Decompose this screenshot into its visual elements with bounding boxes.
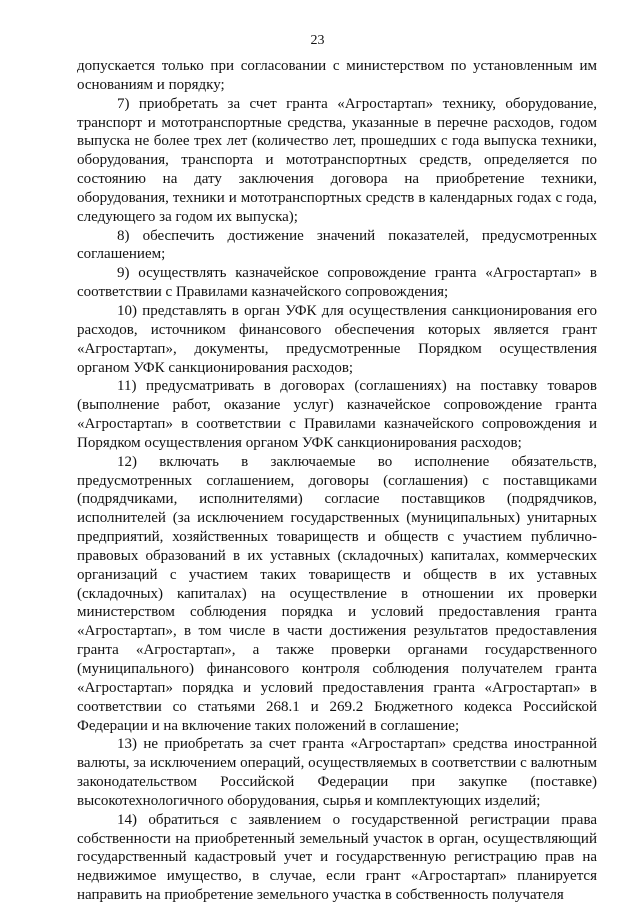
paragraph-item-12: 12) включать в заключаемые во исполнение обязательств, предусмотренных соглашением, договоры (соглашения) с поставщиками (подрядчиками, исполнителями) согласие поставщиков (подрядчиков, исполнителей (за исключением государственных (муниципальных) унитарных предприятий, хозяйственных товариществ и обществ с участием публично-правовых образований в их уставных (складочных) капиталах, коммерческих организаций с участием таких товариществ и обществ в их уставных (складочных) капиталах) на осуществление в отношении их проверки министерством соблюдения порядка и условий предоставления гранта «Агростартап», в том числе в части достижения результатов предоставления гранта «Агростартап», а также проверки органами государственного (муниципального) финансового контроля соблюдения получателем гранта «Агростартап» порядка и условий предоставления гранта «Агростартап» в соответствии со статьями 268.1 и 269.2 Бюджетного кодекса Российской Федерации и на включение таких положений в соглашение; (77, 453, 597, 734)
paragraph-item-8: 8) обеспечить достижение значений показателей, предусмотренных соглашением; (77, 227, 597, 263)
paragraph-item-9: 9) осуществлять казначейское сопровождение гранта «Агростартап» в соответствии с Правилами казначейского сопровождения; (77, 265, 597, 301)
paragraph-item-14: 14) обратиться с заявлением о государственной регистрации права собственности на приобретенный земельный участок в орган, осуществляющий государственный кадастровый учет и государственную регистрацию прав на недвижимое имущество, в случае, если грант «Агростартап» планируется направить на приобретение земельного участка в собственность получателя (77, 811, 597, 904)
paragraph-item-7: 7) приобретать за счет гранта «Агростартап» технику, оборудование, транспорт и мототранспортные средства, указанные в перечне расходов, годом выпуска не более трех лет (количество лет, прошедших с года выпуска техники, оборудования, транспорта и мототранспортных средств, определяется по состоянию на дату заключения договора на приобретение техники, оборудования, техники и мототранспортных средств в календарных годах с года, следующего за годом их выпуска); (77, 95, 597, 225)
page-number: 23 (310, 33, 325, 48)
document-body (77, 57, 597, 905)
paragraph-continuation: допускается только при согласовании с министерством по установленным им основаниям и порядку; (77, 58, 597, 93)
paragraph-item-11: 11) предусматривать в договорах (соглашениях) на поставку товаров (выполнение работ, оказание услуг) казначейское сопровождение гранта «Агростартап» в соответствии с Правилами казначейского сопровождения и Порядком осуществления органом УФК санкционирования расходов; (77, 378, 597, 451)
paragraph-item-10: 10) представлять в орган УФК для осуществления санкционирования его расходов, источником финансового обеспечения которых является грант «Агростартап», документы, предусмотренные Порядком осуществления органом УФК санкционирования расходов; (77, 302, 597, 376)
paragraph-item-13: 13) не приобретать за счет гранта «Агростартап» средства иностранной валюты, за исключением операций, осуществляемых в соответствии с валютным законодательством Российской Федерации при закупке (поставке) высокотехнологичного оборудования, сырья и комплектующих изделий; (77, 736, 597, 809)
